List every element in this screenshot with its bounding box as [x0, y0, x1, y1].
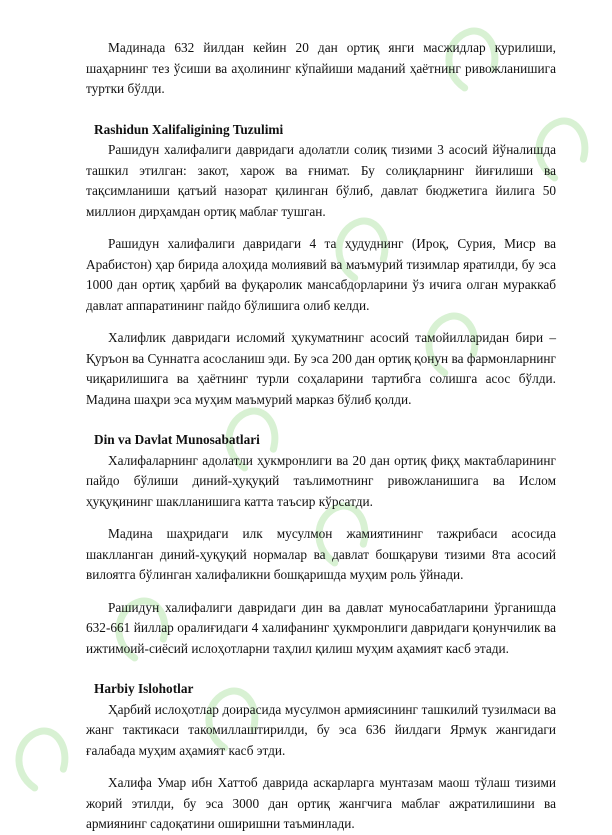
paragraph-fiqh-schools: Халифаларнинг адолатли ҳукмронлиги ва 20 дан ортиқ фиқҳ мактабларининг пайдо бўлиши диний-ҳуқуқий таълимотнинг ривожланишига ва Ислом ҳуқуқининг шаклланишига катта таъсир кўрсатди.	[86, 452, 556, 509]
paragraph-army-reforms: Ҳарбий ислоҳотлар доирасида мусулмон армиясининг ташкилий тузилмаси ва жанг тактикаси такомиллаштирилди, бу эса 636 йилдаги Ярмук жангидаги ғалабада муҳим аҳамият касб этди.	[86, 701, 556, 758]
section-heading-religion-state: Din va Davlat Munosabatlari	[94, 432, 260, 447]
watermark-glyph-8	[6, 723, 75, 792]
intro-paragraph: Мадинада 632 йилдан кейин 20 дан ортиқ янги масжидлар қурилиши, шаҳарнинг тез ўсиши ва аҳолининг кўпайиши маданий ҳаётнинг ривожланишига туртки бўлди.	[86, 40, 556, 96]
section-heading-military: Harbiy Islohotlar	[94, 681, 194, 696]
section-heading-structure: Rashidun Xalifaligining Tuzulimi	[94, 121, 284, 137]
paragraph-regions: Рашидун халифалиги давридаги 4 та ҳудуднинг (Ироқ, Сурия, Миср ва Арабистон) ҳар бирида алоҳида молиявий ва маъмурий тизимлар яратилди, бу эса 1000 дан ортиқ ҳарбий ва фуқаролик мансабдорларини ўз ичига олган мураккаб давлат аппаратининг пайдо бўлишига олиб келди.	[86, 236, 556, 313]
paragraph-soldier-salary: Халифа Умар ибн Хаттоб даврида аскарларга мунтазам маош тўлаш тизими жорий этилди, бу эса 3000 дан ортиқ жангчига маблағ ажратилишини ва армиянинг садоқатини оширишни таъминлади.	[86, 775, 556, 831]
paragraph-tax-system: Рашидун халифалиги давридаги адолатли солиқ тизими 3 асосий йўналишда ташкил этилган: закот, харож ва ғнимат. Бу солиқларнинг йиғилиши ва тақсимланиши қатъий назорат қилинган бўлиб, давлат бюджетига йилига 50 миллион дирҳамдан ортиқ маблағ тушган.	[86, 142, 556, 219]
document-page	[86, 38, 556, 835]
paragraph-four-caliphs: Рашидун халифалиги давридаги дин ва давлат муносабатларини ўрганишда 632-661 йиллар оралиғидаги 4 халифанинг ҳукмронлиги давридаги қонунчилик ва ижтимоий-сиёсий ислоҳотларни таҳлил қилиш муҳим аҳамият касб этади.	[86, 599, 556, 656]
paragraph-medina-society: Мадина шаҳридаги илк мусулмон жамиятининг тажрибаси асосида шаклланган диний-ҳуқуқий нормалар ва давлат бошқаруви тизими 8та асосий вилоятга бўлинган халифаликни бошқаришда муҳим роль ўйнади.	[86, 526, 556, 582]
paragraph-principles: Халифлик давридаги исломий ҳукуматнинг асосий тамойилларидан бири – Қуръон ва Суннатга асосланиш эди. Бу эса 200 дан ортиқ қонун ва фармонларнинг чиқарилишига ва ҳаётнинг турли соҳаларини тартибга солишга асос бўлди. Мадина шаҳри эса муҳим маъмурий марказ бўлиб қолди.	[86, 330, 556, 407]
